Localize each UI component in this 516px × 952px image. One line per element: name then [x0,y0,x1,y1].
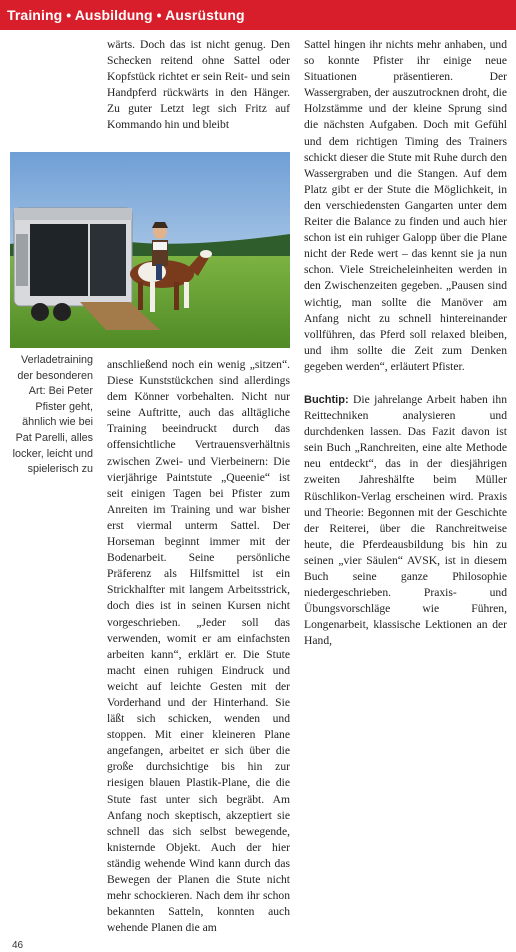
book-tip-text: Die jahrelange Arbeit haben ihn Reittechniken analysieren und durchdenken lassen. Das Fazit davon ist sein Buch „Ranchreiten, eine alte Methode neu entdeckt“, das in der diesjährigen zweiten Jahreshälfte beim Müller Rüschlikon-Verlag erscheinen wird. Praxis und Theorie: Begonnen mit der Geschichte der Reiterei, über die Ranchreitweise heute, die Pferdeausbildung bis hin zu seinen „vier Säulen“ AVSK, ist in diesem Buch seine ganze Philosophie niedergeschrieben. Praxis- und Übungsvorschläge wie Führen, Longenarbeit, klassische Lektionen an der Hand, [304,392,507,648]
photo-caption: Verladetraining der besonderen Art: Bei Peter Pfister geht, ähnlich wie bei Pat Parelli, alles locker, leicht und spielerisch zu [12,354,93,476]
book-tip-lead: Buchtip: [304,393,349,406]
photo-horse-trailer [10,152,290,348]
column-middle [107,357,290,936]
body-text-left-top: wärts. Doch das ist nicht genug. Den Schecken reitend ohne Sattel oder Kopfstück richtet er sein Reit- und sein Handpferd rückwärts in den Hänger. Zu guter Letzt legt sich Fritz auf Kommando hin und bleibt [107,38,290,132]
book-tip-paragraph [304,392,507,650]
photo-illustration [10,152,290,348]
section-header: Training • Ausbildung • Ausrüstung [0,0,516,30]
body-text-middle: anschließend noch ein wenig „sitzen“. Diese Kunststückchen sind allerdings dem Könner vorbehalten. Nicht nur seine Auftritte, auch das alltägliche Training beeindruckt durch das offensichtliche Vertrauensverhältnis zwischen Zwei- und Vierbeinern: Die vierjährige Paintstute „Queenie“ ist seit einigen Tagen bei Pfister zum Anreiten im Training und war bisher erst viermal unterm Sattel. Der Horseman beginnt immer mit der Bodenarbeit. Seine persönliche Präferenz als Hilfsmittel ist ein Strickhalfter mit langem Arbeitsstrick, doch dies ist in seinen Kursen nicht vorgeschrieben. „Jeder soll das verwenden, womit er am einfachsten arbeiten kann“, erklärt er. Die Stute macht einen ruhigen Eindruck und weicht auf leichte Gesten mit der Vorderhand und der Hinterhand. Sie läßt sich schicken, wenden und stoppen. Mit einer kleineren Plane angefangen, arbeitet er sich über die große durchsichtige bis hin zur riesigen blauen Plastik-Plane, die die Stute fast unter sich begräbt. Am Anfang noch skeptisch, akzeptiert sie schnell das sich selbst bewegende, knisternde Objekt. Auch der hier ständig wehende Wind kann durch das Bewegen der Planen die Stute nicht mehr schockieren. Nach dem ihr schon bekannten Satteln, konnten auch wehende Planen die am [107,358,290,935]
column-left-top [107,37,290,134]
body-text-right: Sattel hingen ihr nichts mehr anhaben, und so konnte Pfister ihr einige neue Situationen präsentieren. Der Wassergraben, der auszutrocknen droht, die Holzstämme und der kleine Sprung sind die nächsten Aufgaben. Doch mit Gefühl und dem richtigen Timing des Trainers schickt dieser die Stute mit Ruhe durch den Wassergraben und die Stangen. Auf dem Platz gibt er der Stute die Möglichkeit, in den verschiedensten Gangarten unter dem Reiter die Balance zu finden und auch hier schon ist ein ruhiger Galopp über die Plane nicht der Rede wert – das kennt sie ja nun schon. Viele Streicheleinheiten werden in den Zwischenzeiten gegeben. „Pausen sind wichtig, man sollte die Manöver am Anfang nicht zu schnell hintereinander vollführen, das Pferd soll relaxed bleiben, und ihm sollte die Zeit zum Denken gegeben werden“, erläutert Pfister. [304,38,507,373]
column-right [304,37,507,649]
page-number: 46 [12,940,24,951]
